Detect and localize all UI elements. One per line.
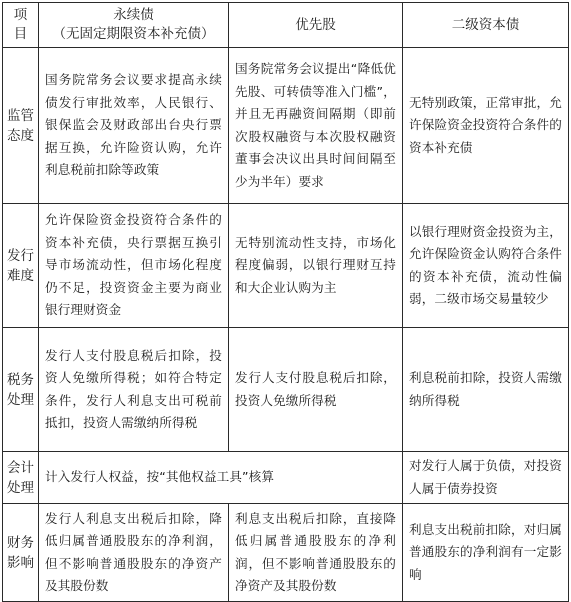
header-item: 项目 [3,3,39,48]
cell-preferred-issuance: 无特别流动性支持，市场化程度偏弱，以银行理财互持和大企业认购为主 [229,204,403,328]
cell-tier2-tax: 利息税前扣除，投资人需缴纳所得税 [403,328,569,452]
table-row-regulatory [3,48,569,204]
header-perpetual-subtitle: （无固定期限资本补充债） [52,26,215,42]
table-row-issuance [3,204,569,328]
cell-perpetual-tax: 发行人支付股息税后扣除，投资人免缴所得税；如符合特定条件，发行人利息支出可税前抵扣，投资人需缴纳所得税 [39,328,229,452]
table-row-financial [3,504,569,602]
header-tier2: 二级资本债 [403,3,569,48]
cell-perpetual-financial: 发行人利息支出税后扣除，降低归属普通股股东的净利润，但不影响普通股股东的净资产及其股份数 [39,504,229,602]
row-label-issuance: 发行难度 [3,204,39,328]
row-label-regulatory: 监管态度 [3,48,39,204]
cell-perpetual-issuance: 允许保险资金投资符合条件的资本补充债，央行票据互换引导市场流动性，但市场化程度仍不足，投资资金主要为商业银行理财资金 [39,204,229,328]
row-label-tax: 税务处理 [3,328,39,452]
cell-preferred-regulatory: 国务院常务会议提出“降低优先股、可转债等准入门槛”，并且无再融资间隔期（即前次股权融资与本次股权融资董事会决议出具时间间隔至少为半年）要求 [229,48,403,204]
row-label-accounting: 会计处理 [3,452,39,504]
header-perpetual [39,3,229,48]
row-label-financial: 财务影响 [3,504,39,602]
cell-tier2-financial: 利息支出税前扣除，对归属普通股东的净利润有一定影响 [403,504,569,602]
cell-perpetual-regulatory: 国务院常务会议要求提高永续债发行审批效率，人民银行、银保监会及财政部出台央行票据互换，允许险资认购，允许利息税前扣除等政策 [39,48,229,204]
cell-preferred-financial: 利息支出税后扣除，直接降低归属普通股股东的净利润，但不影响普通股股东的净资产及其股份数 [229,504,403,602]
comparison-table [2,2,569,602]
header-perpetual-title: 永续债 [113,7,154,23]
cell-preferred-tax: 发行人支付股息税后扣除，投资人免缴所得税 [229,328,403,452]
cell-tier2-issuance: 以银行理财资金投资为主，允许保险资金认购符合条件的资本补充债，流动性偏弱，二级市场交易量较少 [403,204,569,328]
table-row-accounting [3,452,569,504]
header-row [3,3,569,48]
cell-tier2-accounting: 对发行人属于负债，对投资人属于债券投资 [403,452,569,504]
cell-merged-accounting: 计入发行人权益，按“其他权益工具”核算 [39,452,403,504]
cell-tier2-regulatory: 无特别政策，正常审批，允许保险资金投资符合条件的资本补充债 [403,48,569,204]
header-preferred: 优先股 [229,3,403,48]
table-row-tax [3,328,569,452]
